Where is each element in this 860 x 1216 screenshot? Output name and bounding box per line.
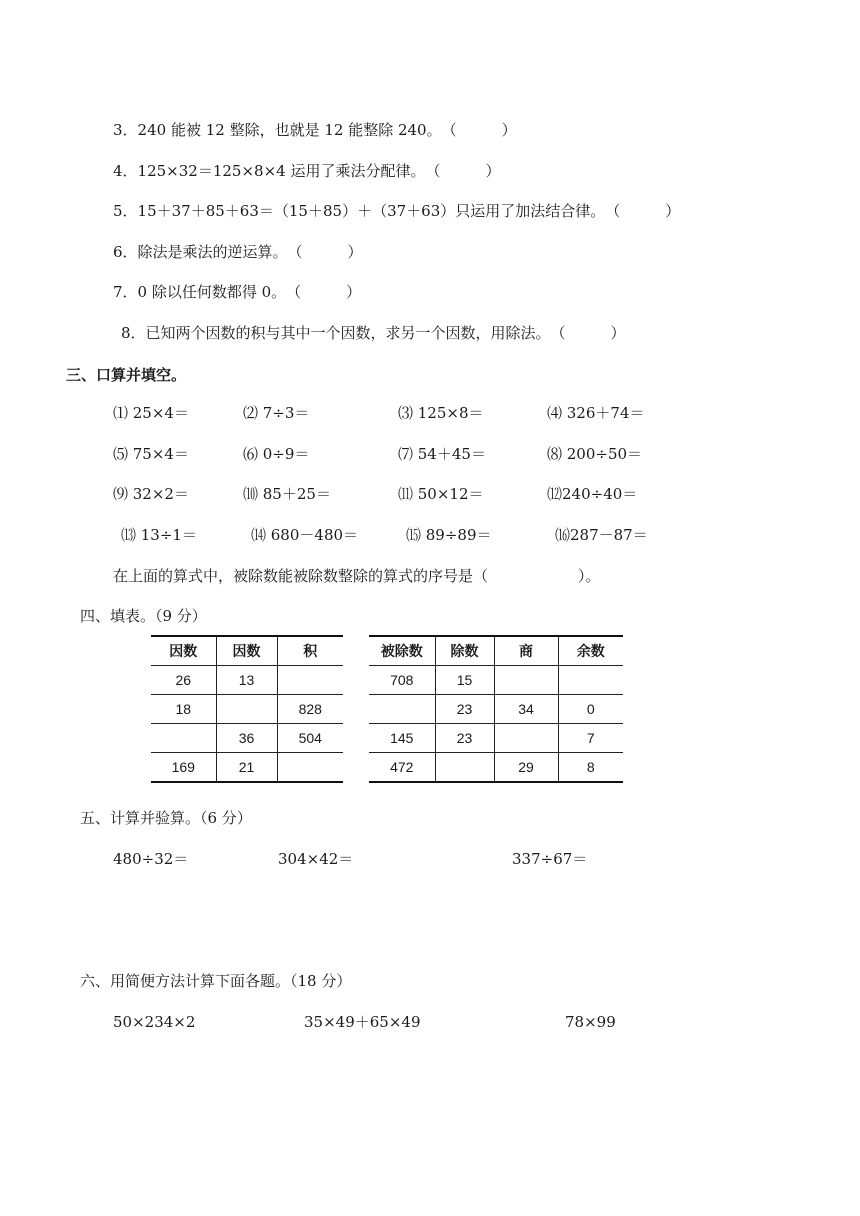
table-header: 因数 — [151, 636, 216, 666]
table-cell: 7 — [558, 724, 623, 753]
table-row — [151, 695, 343, 724]
table-cell: 8 — [558, 753, 623, 783]
table-cell: 26 — [151, 666, 216, 695]
table-cell: 21 — [216, 753, 277, 783]
calc-item: 304×42＝ — [278, 850, 354, 868]
judgement-item-4: 4．125×32＝125×8×4 运用了乘法分配律。 （ ） — [113, 162, 501, 180]
judgement-item-3: 3．240 能被 12 整除，也就是 12 能整除 240。 （ ） — [113, 121, 517, 139]
table-cell — [151, 724, 216, 753]
oral-item: ⑽ 85＋25＝ — [243, 485, 331, 503]
section-3-title: 三、口算并填空。 — [66, 366, 187, 384]
table-header-row — [369, 636, 623, 666]
judgement-item-8: 8．已知两个因数的积与其中一个因数，求另一个因数，用除法。 （ ） — [121, 324, 626, 342]
table-cell — [277, 753, 343, 783]
oral-item: ⒀ 13÷1＝ — [121, 526, 197, 544]
table-cell — [369, 695, 435, 724]
table-header: 因数 — [216, 636, 277, 666]
table-cell — [558, 666, 623, 695]
section-5-title: 五、计算并验算。（6 分） — [80, 809, 252, 827]
table-header: 被除数 — [369, 636, 435, 666]
section-6-title: 六、用简便方法计算下面各题。（18 分） — [80, 972, 352, 990]
oral-item: ⒃287－87＝ — [555, 526, 648, 544]
simplify-item: 35×49＋65×49 — [304, 1013, 421, 1031]
oral-item: ⒁ 680－480＝ — [251, 526, 359, 544]
table-header-row — [151, 636, 343, 666]
oral-item: ⑾ 50×12＝ — [398, 485, 484, 503]
table-cell: 472 — [369, 753, 435, 783]
table-cell — [216, 695, 277, 724]
simplify-item: 78×99 — [565, 1013, 616, 1031]
table-cell: 145 — [369, 724, 435, 753]
calc-item: 480÷32＝ — [113, 850, 189, 868]
factor-table — [151, 635, 343, 783]
section-4-title: 四、填表。（9 分） — [80, 607, 207, 625]
table-cell — [494, 666, 558, 695]
simplify-item: 50×234×2 — [113, 1013, 196, 1031]
table-cell: 169 — [151, 753, 216, 783]
oral-item: ⒂ 89÷89＝ — [406, 526, 492, 544]
table-cell: 29 — [494, 753, 558, 783]
oral-item: ⑻ 200÷50＝ — [547, 445, 643, 463]
table-row — [151, 666, 343, 695]
table-header: 余数 — [558, 636, 623, 666]
oral-item: ⑸ 75×4＝ — [113, 445, 189, 463]
table-cell: 708 — [369, 666, 435, 695]
judgement-item-5: 5．15＋37＋85＋63＝（15＋85）＋（37＋63）只运用了加法结合律。 （ ） — [113, 202, 681, 220]
oral-item: ⑴ 25×4＝ — [113, 404, 189, 422]
division-table — [369, 635, 623, 783]
table-cell: 0 — [558, 695, 623, 724]
oral-item: ⑵ 7÷3＝ — [243, 404, 310, 422]
oral-item: ⑺ 54＋45＝ — [398, 445, 486, 463]
table-header: 积 — [277, 636, 343, 666]
oral-item: ⑼ 32×2＝ — [113, 485, 189, 503]
table-cell — [277, 666, 343, 695]
table-header: 商 — [494, 636, 558, 666]
table-row — [369, 695, 623, 724]
calc-item: 337÷67＝ — [512, 850, 588, 868]
table-row — [369, 666, 623, 695]
table-cell: 36 — [216, 724, 277, 753]
table-cell: 34 — [494, 695, 558, 724]
oral-item: ⑷ 326＋74＝ — [547, 404, 645, 422]
judgement-item-6: 6．除法是乘法的逆运算。 （ ） — [113, 243, 363, 261]
table-cell — [494, 724, 558, 753]
table-cell: 18 — [151, 695, 216, 724]
table-row — [151, 753, 343, 783]
table-row — [369, 724, 623, 753]
oral-item: ⑹ 0÷9＝ — [243, 445, 310, 463]
table-cell — [435, 753, 494, 783]
table-cell: 13 — [216, 666, 277, 695]
oral-item: ⑿240÷40＝ — [547, 485, 638, 503]
table-header: 除数 — [435, 636, 494, 666]
table-cell: 504 — [277, 724, 343, 753]
table-row — [151, 724, 343, 753]
section-3-fill-question: 在上面的算式中，被除数能被除数整除的算式的序号是（ ）。 — [113, 567, 601, 585]
judgement-item-7: 7．0 除以任何数都得 0。 （ ） — [113, 283, 362, 301]
table-row — [369, 753, 623, 783]
table-cell: 828 — [277, 695, 343, 724]
oral-item: ⑶ 125×8＝ — [398, 404, 484, 422]
table-cell: 23 — [435, 724, 494, 753]
table-cell: 15 — [435, 666, 494, 695]
table-cell: 23 — [435, 695, 494, 724]
